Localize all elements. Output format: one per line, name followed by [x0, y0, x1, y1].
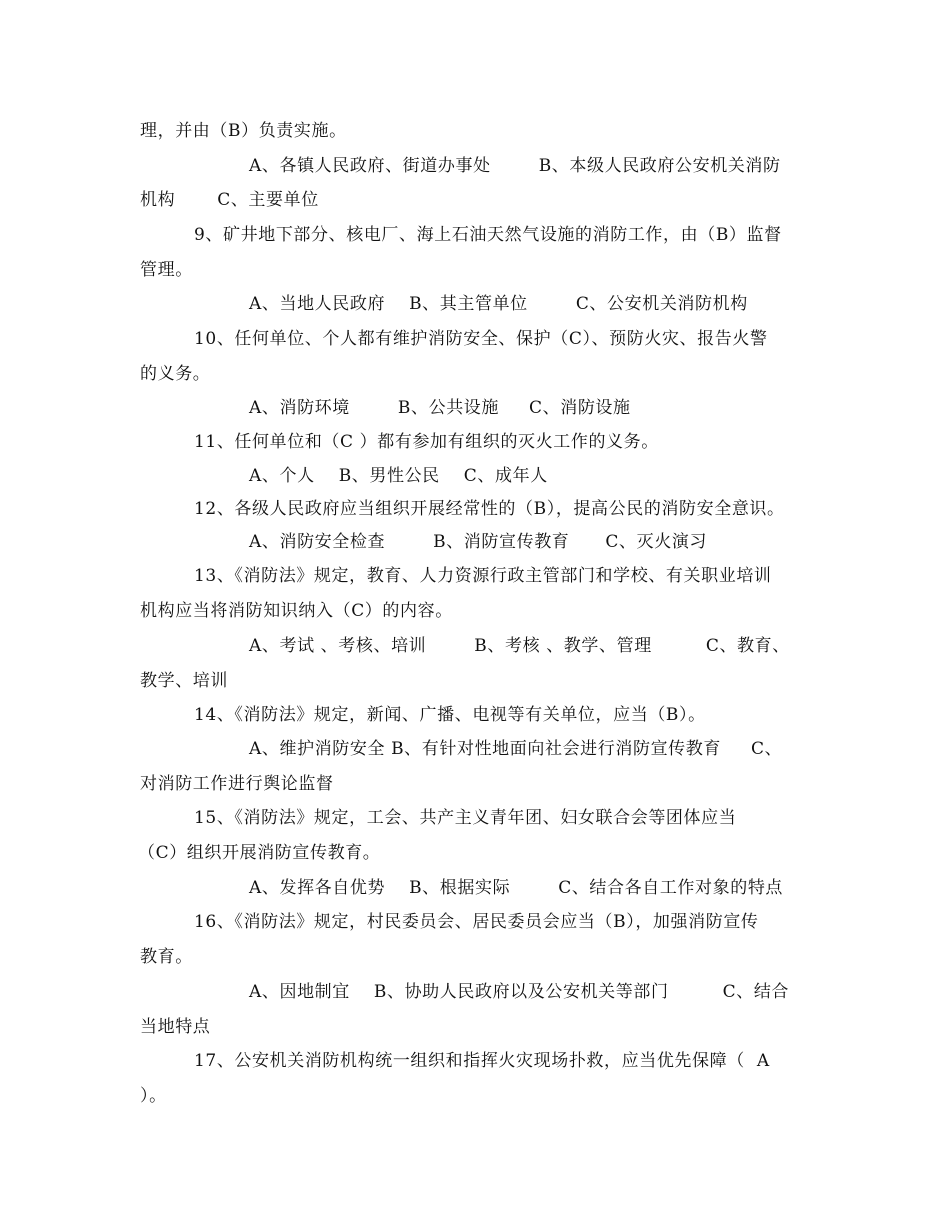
question-13-continued: 机构应当将消防知识纳入（C）的内容。	[140, 601, 453, 621]
question-12-options: A、消防安全检查 B、消防宣传教育 C、灭火演习	[249, 532, 708, 552]
question-9-line: 9、矿井地下部分、核电厂、海上石油天然气设施的消防工作，由（B）监督	[194, 225, 782, 245]
question-10-options: A、消防环境 B、公共设施 C、消防设施	[249, 398, 631, 418]
question-14-options-continued: 对消防工作进行舆论监督	[140, 774, 334, 794]
question-16-options-continued: 当地特点	[140, 1017, 211, 1037]
question-9-options: A、当地人民政府 B、其主管单位 C、公安机关消防机构	[249, 294, 748, 314]
question-14-options: A、维护消防安全 B、有针对性地面向社会进行消防宣传教育 C、	[249, 739, 783, 759]
question-11-line: 11、任何单位和（C ）都有参加有组织的灭火工作的义务。	[194, 432, 659, 452]
question-14-line: 14、《消防法》规定，新闻、广播、电视等有关单位，应当（B）。	[194, 705, 706, 725]
question-16-line: 16、《消防法》规定，村民委员会、居民委员会应当（B），加强消防宣传	[194, 912, 759, 932]
question-17-continued: ）。	[140, 1086, 167, 1106]
question-15-line: 15、《消防法》规定，工会、共产主义青年团、妇女联合会等团体应当	[194, 808, 737, 828]
question-16-options: A、因地制宜 B、协助人民政府以及公安机关等部门 C、结合	[249, 982, 790, 1002]
question-11-options: A、个人 B、男性公民 C、成年人	[249, 466, 548, 486]
question-10-continued: 的义务。	[140, 364, 211, 384]
question-17-line: 17、公安机关消防机构统一组织和指挥火灾现场扑救，应当优先保障（ A	[194, 1051, 770, 1071]
question-10-line: 10、任何单位、个人都有维护消防安全、保护（C）、预防火灾、报告火警	[194, 329, 768, 349]
text-line-1: 理，并由（B）负责实施。	[140, 121, 347, 141]
question-8-options-line: A、各镇人民政府、街道办事处 B、本级人民政府公安机关消防	[249, 156, 781, 176]
question-12-line: 12、各级人民政府应当组织开展经常性的（B），提高公民的消防安全意识。	[194, 499, 785, 519]
question-15-options: A、发挥各自优势 B、根据实际 C、结合各自工作对象的特点	[249, 878, 784, 898]
question-13-line: 13、《消防法》规定，教育、人力资源行政主管部门和学校、有关职业培训	[194, 566, 772, 586]
question-13-options-continued: 教学、培训	[140, 671, 228, 691]
question-9-continued: 管理。	[140, 260, 193, 280]
question-15-continued: （C）组织开展消防宣传教育。	[138, 843, 381, 863]
question-16-continued: 教育。	[140, 947, 193, 967]
question-13-options: A、考试 、考核、培训 B、考核 、教学、管理 C、教育、	[249, 636, 790, 656]
question-8-options-continued: 机构 C、主要单位	[140, 190, 319, 210]
